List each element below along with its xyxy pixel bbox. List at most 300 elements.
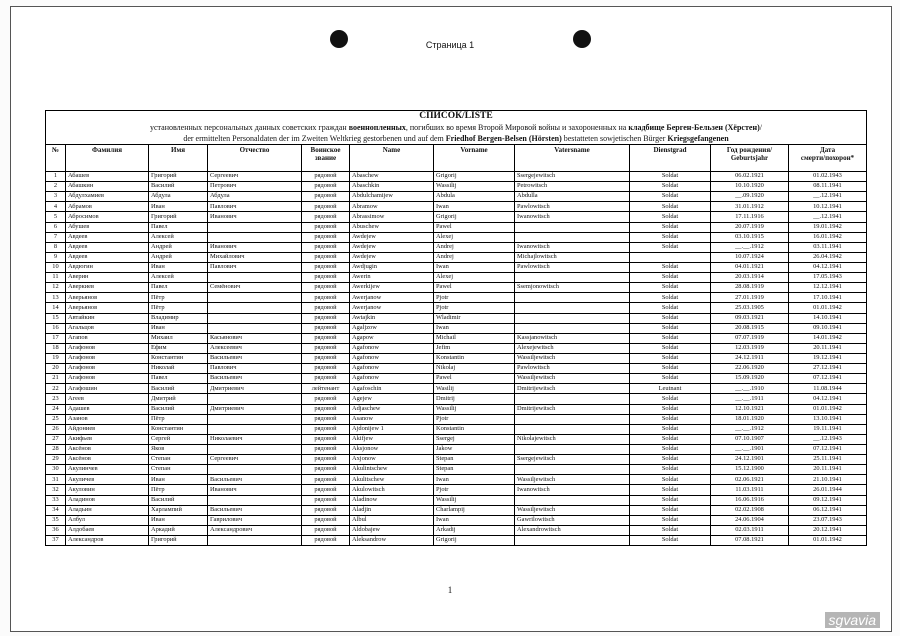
footer-page-number: 1 <box>447 585 453 595</box>
cell-birth-year: 15.12.1900 <box>711 465 789 475</box>
cell-patronymic: Иванович <box>208 485 302 495</box>
cell-rank: рядовой <box>302 515 350 525</box>
cell-name-de: Awerkijew <box>350 283 434 293</box>
table-row <box>46 394 867 404</box>
cell-name: Абдула <box>149 192 208 202</box>
cell-surname: Айдониев <box>66 424 149 434</box>
cell-rank: рядовой <box>302 303 350 313</box>
cell-patronymic <box>208 303 302 313</box>
cell-vatersname: Dmitrijewitsch <box>515 404 630 414</box>
cell-vatersname: Alexejewitsch <box>515 343 630 353</box>
table-row <box>46 505 867 515</box>
cell-rank: рядовой <box>302 455 350 465</box>
cell-vatersname <box>515 465 630 475</box>
cell-name: Константин <box>149 424 208 434</box>
cell-birth-year: 28.08.1919 <box>711 283 789 293</box>
cell-name-de: Awdjugin <box>350 262 434 272</box>
cell-rank: рядовой <box>302 192 350 202</box>
cell-vorname: Pawel <box>434 374 515 384</box>
cell-dienstgrad: Soldat <box>630 242 711 252</box>
cell-name-de: Abramow <box>350 202 434 212</box>
cell-birth-year: 04.01.1921 <box>711 262 789 272</box>
col-header-number: № <box>46 145 66 172</box>
cell-birth-year: __.__.1912 <box>711 424 789 434</box>
cell-surname: Акуличев <box>66 475 149 485</box>
cell-death-date: 16.01.1942 <box>789 232 867 242</box>
cell-surname: Абашев <box>66 172 149 182</box>
cell-vatersname: Ssergejewitsch <box>515 172 630 182</box>
cell-dienstgrad: Soldat <box>630 313 711 323</box>
cell-patronymic <box>208 232 302 242</box>
cell-name-de: Adjaschew <box>350 404 434 414</box>
cell-birth-year: 02.02.1908 <box>711 505 789 515</box>
cell-patronymic: Алексеевич <box>208 343 302 353</box>
cell-vorname: Dmitrij <box>434 394 515 404</box>
cell-surname: Александров <box>66 535 149 545</box>
cell-death-date: 13.10.1941 <box>789 414 867 424</box>
cell-surname: Аверьянов <box>66 293 149 303</box>
cell-birth-year: 24.12.1901 <box>711 455 789 465</box>
cell-rank: рядовой <box>302 374 350 384</box>
cell-patronymic <box>208 222 302 232</box>
cell-name-de: Awdejew <box>350 232 434 242</box>
cell-death-date: 21.10.1941 <box>789 475 867 485</box>
table-header-row <box>46 145 867 172</box>
cell-surname: Аверьянов <box>66 303 149 313</box>
cell-death-date: 09.10.1941 <box>789 323 867 333</box>
cell-vatersname: Wassiljewitsch <box>515 475 630 485</box>
cell-number: 23 <box>46 394 66 404</box>
cell-dienstgrad: Soldat <box>630 515 711 525</box>
cell-patronymic: Иванович <box>208 212 302 222</box>
table-row <box>46 323 867 333</box>
table-row <box>46 293 867 303</box>
col-header-surname: Фамилия <box>66 145 149 172</box>
cell-dienstgrad: Soldat <box>630 475 711 485</box>
cell-vorname: Konstantin <box>434 353 515 363</box>
cell-death-date: 10.12.1941 <box>789 202 867 212</box>
cell-dienstgrad: Soldat <box>630 222 711 232</box>
cell-patronymic: Семёнович <box>208 283 302 293</box>
cell-patronymic <box>208 414 302 424</box>
cell-death-date: 19.01.1942 <box>789 222 867 232</box>
cell-name: Алексей <box>149 232 208 242</box>
cell-vatersname <box>515 222 630 232</box>
table-row <box>46 192 867 202</box>
cell-vorname: Iwan <box>434 262 515 272</box>
cell-name-de: Aksjonow <box>350 444 434 454</box>
cell-patronymic <box>208 444 302 454</box>
cell-dienstgrad: Soldat <box>630 293 711 303</box>
cell-rank: рядовой <box>302 394 350 404</box>
cell-dienstgrad: Soldat <box>630 172 711 182</box>
table-row <box>46 222 867 232</box>
cell-vorname: Michail <box>434 333 515 343</box>
cell-birth-year: 12.03.1919 <box>711 343 789 353</box>
cell-number: 18 <box>46 343 66 353</box>
table-row <box>46 303 867 313</box>
col-header-patronymic: Отчество <box>208 145 302 172</box>
cell-number: 12 <box>46 283 66 293</box>
cell-vorname: Andrej <box>434 242 515 252</box>
cell-number: 5 <box>46 212 66 222</box>
cell-vatersname <box>515 535 630 545</box>
table-row <box>46 384 867 394</box>
table-row <box>46 475 867 485</box>
cell-rank: рядовой <box>302 273 350 283</box>
cell-patronymic: Александрович <box>208 525 302 535</box>
cell-number: 35 <box>46 515 66 525</box>
cell-vorname: Wassilij <box>434 495 515 505</box>
cell-vatersname: Petrowitsch <box>515 182 630 192</box>
cell-rank: рядовой <box>302 414 350 424</box>
cell-number: 2 <box>46 182 66 192</box>
cell-vatersname <box>515 293 630 303</box>
cell-death-date: 20.11.1941 <box>789 343 867 353</box>
cell-surname: Агафошин <box>66 384 149 394</box>
cell-vatersname: Pawlowitsch <box>515 364 630 374</box>
cell-dienstgrad: Soldat <box>630 485 711 495</box>
cell-death-date: 17.05.1943 <box>789 273 867 283</box>
cell-rank: рядовой <box>302 434 350 444</box>
table-row <box>46 262 867 272</box>
cell-number: 36 <box>46 525 66 535</box>
cell-dienstgrad: Soldat <box>630 495 711 505</box>
cell-name: Иван <box>149 202 208 212</box>
cell-birth-year: 03.10.1915 <box>711 232 789 242</box>
table-row <box>46 252 867 262</box>
cell-rank: рядовой <box>302 182 350 192</box>
cell-name-de: Abaschew <box>350 172 434 182</box>
cell-name: Василий <box>149 404 208 414</box>
cell-vorname: Grigorij <box>434 212 515 222</box>
cell-name-de: Awerjanow <box>350 303 434 313</box>
cell-patronymic: Васильевич <box>208 353 302 363</box>
cell-vorname: Andrej <box>434 252 515 262</box>
cell-dienstgrad: Soldat <box>630 333 711 343</box>
cell-dienstgrad: Soldat <box>630 535 711 545</box>
cell-dienstgrad: Soldat <box>630 424 711 434</box>
cell-dienstgrad: Soldat <box>630 212 711 222</box>
cell-vorname: Iwan <box>434 323 515 333</box>
cell-patronymic: Васильевич <box>208 475 302 485</box>
cell-name-de: Awerin <box>350 273 434 283</box>
cell-death-date: 04.12.1941 <box>789 394 867 404</box>
cell-patronymic: Гаврилович <box>208 515 302 525</box>
cell-rank: рядовой <box>302 424 350 434</box>
cell-surname: Аверин <box>66 273 149 283</box>
cell-patronymic <box>208 323 302 333</box>
cell-rank: рядовой <box>302 252 350 262</box>
cell-birth-year: 07.10.1907 <box>711 434 789 444</box>
cell-birth-year: 25.03.1905 <box>711 303 789 313</box>
cell-dienstgrad: Soldat <box>630 303 711 313</box>
cell-vorname: Wasilij <box>434 384 515 394</box>
cell-number: 17 <box>46 333 66 343</box>
cell-name-de: Awerjanow <box>350 293 434 303</box>
cell-name-de: Agapow <box>350 333 434 343</box>
cell-birth-year: 15.09.1920 <box>711 374 789 384</box>
cell-patronymic: Дмитриевич <box>208 384 302 394</box>
cell-patronymic: Сергеевич <box>208 455 302 465</box>
cell-death-date: 07.12.1941 <box>789 444 867 454</box>
cell-death-date: __.12.1943 <box>789 434 867 444</box>
cell-dienstgrad: Soldat <box>630 434 711 444</box>
cell-surname: Аверкиев <box>66 283 149 293</box>
cell-number: 4 <box>46 202 66 212</box>
cell-name: Михаил <box>149 333 208 343</box>
cell-birth-year: 18.01.1920 <box>711 414 789 424</box>
cell-birth-year: 09.03.1921 <box>711 313 789 323</box>
cell-vatersname: Wassiljewitsch <box>515 374 630 384</box>
cell-vorname: Pawel <box>434 222 515 232</box>
cell-vatersname: Nikolajewitsch <box>515 434 630 444</box>
cell-vatersname: Wassiljewitsch <box>515 353 630 363</box>
col-header-birth-year: Год рождения/ Geburtsjahr <box>711 145 789 172</box>
cell-surname: Авдеев <box>66 242 149 252</box>
cell-dienstgrad: Soldat <box>630 232 711 242</box>
cell-birth-year: __.__.1911 <box>711 394 789 404</box>
cell-vorname: Jefim <box>434 343 515 353</box>
cell-rank: рядовой <box>302 535 350 545</box>
cell-surname: Агафонов <box>66 374 149 384</box>
cell-vatersname: Pawlowitsch <box>515 262 630 272</box>
table-row <box>46 535 867 545</box>
cell-vatersname <box>515 313 630 323</box>
cell-name-de: Akifjew <box>350 434 434 444</box>
cell-dienstgrad: Soldat <box>630 353 711 363</box>
cell-vorname: Arkadij <box>434 525 515 535</box>
cell-number: 32 <box>46 485 66 495</box>
cell-birth-year: 24.06.1904 <box>711 515 789 525</box>
cell-number: 15 <box>46 313 66 323</box>
cell-number: 1 <box>46 172 66 182</box>
cell-rank: рядовой <box>302 485 350 495</box>
cell-birth-year: __.__.1910 <box>711 384 789 394</box>
cell-number: 33 <box>46 495 66 505</box>
cell-name: Пётр <box>149 293 208 303</box>
cell-vatersname <box>515 495 630 505</box>
cell-name: Степан <box>149 465 208 475</box>
cell-patronymic: Петрович <box>208 182 302 192</box>
cell-surname: Абушев <box>66 222 149 232</box>
cell-surname: Авдеев <box>66 232 149 242</box>
cell-dienstgrad: Soldat <box>630 273 711 283</box>
table-row <box>46 242 867 252</box>
cell-surname: Абрамов <box>66 202 149 212</box>
title-block <box>45 110 867 144</box>
cell-patronymic: Павлович <box>208 262 302 272</box>
cell-dienstgrad: Soldat <box>630 323 711 333</box>
cell-surname: Азанов <box>66 414 149 424</box>
table-row <box>46 424 867 434</box>
cell-vatersname <box>515 424 630 434</box>
cell-name-de: Abaschkin <box>350 182 434 192</box>
cell-name-de: Agafonow <box>350 364 434 374</box>
cell-surname: Акуловин <box>66 485 149 495</box>
cell-number: 34 <box>46 505 66 515</box>
cell-patronymic: Абдула <box>208 192 302 202</box>
cell-vatersname: Pawlowitsch <box>515 202 630 212</box>
cell-vatersname <box>515 273 630 283</box>
table-row <box>46 353 867 363</box>
cell-name: Николай <box>149 364 208 374</box>
cell-name: Пётр <box>149 303 208 313</box>
cell-name-de: Aladinow <box>350 495 434 505</box>
cell-number: 29 <box>46 455 66 465</box>
cell-death-date: 01.01.1942 <box>789 303 867 313</box>
cell-number: 37 <box>46 535 66 545</box>
cell-number: 26 <box>46 424 66 434</box>
cell-name-de: Aldobajew <box>350 525 434 535</box>
cell-number: 14 <box>46 303 66 313</box>
cell-name-de: Asanow <box>350 414 434 424</box>
cell-rank: рядовой <box>302 202 350 212</box>
cell-vorname: Ssergej <box>434 434 515 444</box>
col-header-vatersname: Vatersname <box>515 145 630 172</box>
cell-name: Иван <box>149 475 208 485</box>
cell-vorname: Grigorij <box>434 535 515 545</box>
cell-rank: рядовой <box>302 495 350 505</box>
cell-vatersname: Alexandrowitsch <box>515 525 630 535</box>
cell-dienstgrad: Soldat <box>630 182 711 192</box>
cell-rank: рядовой <box>302 242 350 252</box>
cell-patronymic: Касьянович <box>208 333 302 343</box>
cell-patronymic: Павлович <box>208 202 302 212</box>
cell-patronymic <box>208 293 302 303</box>
cell-name-de: Abuschew <box>350 222 434 232</box>
cell-vorname: Wassilij <box>434 182 515 192</box>
cell-vorname: Pjotr <box>434 303 515 313</box>
table-row <box>46 313 867 323</box>
cell-name-de: Akulowitsch <box>350 485 434 495</box>
cell-surname: Адашев <box>66 404 149 414</box>
cell-vorname: Grigorij <box>434 172 515 182</box>
cell-vatersname <box>515 303 630 313</box>
cell-surname: Аксёнов <box>66 455 149 465</box>
cell-number: 11 <box>46 273 66 283</box>
cell-surname: Албул <box>66 515 149 525</box>
cell-birth-year: 17.11.1916 <box>711 212 789 222</box>
table-row <box>46 495 867 505</box>
cell-number: 10 <box>46 262 66 272</box>
cell-vatersname: Iwanowitsch <box>515 242 630 252</box>
cell-rank: рядовой <box>302 353 350 363</box>
table-row <box>46 404 867 414</box>
cell-number: 27 <box>46 434 66 444</box>
table-row <box>46 465 867 475</box>
cell-name: Павел <box>149 374 208 384</box>
cell-patronymic <box>208 535 302 545</box>
cell-name-de: Aleksandrow <box>350 535 434 545</box>
col-header-dienstgrad: Dienstgrad <box>630 145 711 172</box>
cell-rank: лейтенант <box>302 384 350 394</box>
table-row <box>46 182 867 192</box>
cell-death-date: 19.11.1941 <box>789 424 867 434</box>
cell-dienstgrad: Soldat <box>630 283 711 293</box>
cell-death-date: 26.04.1942 <box>789 252 867 262</box>
cell-rank: рядовой <box>302 293 350 303</box>
table-row <box>46 444 867 454</box>
cell-name: Степан <box>149 455 208 465</box>
cell-vorname: Nikolaj <box>434 364 515 374</box>
document-title: СПИСОК/LISTE <box>419 111 493 121</box>
cell-rank: рядовой <box>302 333 350 343</box>
cell-death-date: 11.08.1944 <box>789 384 867 394</box>
cell-death-date: 23.07.1943 <box>789 515 867 525</box>
cell-vatersname: Dmitrijewitsch <box>515 384 630 394</box>
table-row <box>46 364 867 374</box>
cell-dienstgrad: Soldat <box>630 364 711 374</box>
cell-death-date: 01.02.1943 <box>789 172 867 182</box>
cell-surname: Агапов <box>66 333 149 343</box>
cell-patronymic <box>208 313 302 323</box>
cell-name-de: Abdulchamijew <box>350 192 434 202</box>
cell-dienstgrad: Soldat <box>630 414 711 424</box>
cell-death-date: 14.10.1941 <box>789 313 867 323</box>
cell-number: 3 <box>46 192 66 202</box>
cell-death-date: 06.12.1941 <box>789 505 867 515</box>
cell-rank: рядовой <box>302 222 350 232</box>
cell-name: Яков <box>149 444 208 454</box>
cell-surname: Агафонов <box>66 364 149 374</box>
cell-number: 20 <box>46 364 66 374</box>
table-row <box>46 374 867 384</box>
subtitle-german: der ermittelten Personaldaten der im Zweiten Weltkrieg gestorbenen und auf dem Friedhof Bergen-Belsen (Hörsten) bestatteten sowjetischen Bürger Kriegsgefangenen <box>183 134 729 143</box>
cell-death-date: 03.11.1941 <box>789 242 867 252</box>
cell-name: Дмитрий <box>149 394 208 404</box>
cell-vorname: Iwan <box>434 202 515 212</box>
cell-vatersname <box>515 232 630 242</box>
page-label: Страница 1 <box>425 40 475 50</box>
cell-name: Андрей <box>149 252 208 262</box>
cell-birth-year: 10.07.1924 <box>711 252 789 262</box>
cell-death-date: 01.01.1942 <box>789 535 867 545</box>
col-header-death-date: Дата смерти/похорон* <box>789 145 867 172</box>
cell-name: Андрей <box>149 242 208 252</box>
cell-death-date: 20.11.1941 <box>789 465 867 475</box>
cell-patronymic: Михайлович <box>208 252 302 262</box>
cell-death-date: 01.01.1942 <box>789 404 867 414</box>
col-header-rank: Воинское звание <box>302 145 350 172</box>
cell-death-date: 09.12.1941 <box>789 495 867 505</box>
cell-name-de: Awtajkin <box>350 313 434 323</box>
cell-birth-year: 02.06.1921 <box>711 475 789 485</box>
cell-vatersname: Ssergejewitsch <box>515 455 630 465</box>
cell-name: Василий <box>149 182 208 192</box>
cell-number: 9 <box>46 252 66 262</box>
cell-number: 21 <box>46 374 66 384</box>
burial-list-table <box>45 144 867 546</box>
cell-name: Григорий <box>149 212 208 222</box>
cell-death-date: 17.10.1941 <box>789 293 867 303</box>
cell-birth-year: 20.08.1915 <box>711 323 789 333</box>
cell-name: Павел <box>149 222 208 232</box>
col-header-vorname: Vorname <box>434 145 515 172</box>
cell-vatersname: Michajlowitsch <box>515 252 630 262</box>
cell-vatersname: Iwanowitsch <box>515 212 630 222</box>
cell-number: 7 <box>46 232 66 242</box>
cell-birth-year: 27.01.1919 <box>711 293 789 303</box>
cell-surname: Агафонов <box>66 353 149 363</box>
table-body <box>46 172 867 546</box>
cell-rank: рядовой <box>302 475 350 485</box>
cell-birth-year: 07.08.1921 <box>711 535 789 545</box>
cell-surname: Аксёнов <box>66 444 149 454</box>
cell-name-de: Agafonow <box>350 353 434 363</box>
cell-death-date: 19.12.1941 <box>789 353 867 363</box>
cell-vatersname: Iwanowitsch <box>515 485 630 495</box>
